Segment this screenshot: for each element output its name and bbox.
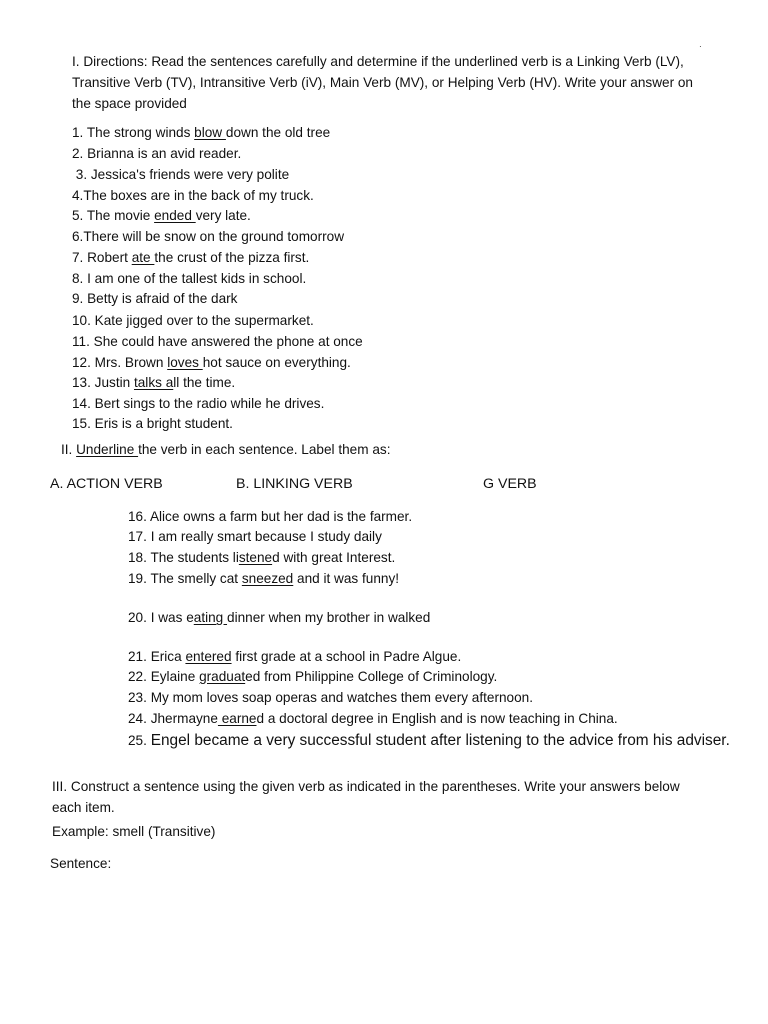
list-item: 11. She could have answered the phone at once — [72, 334, 363, 349]
list-item: 1. The strong winds blow down the old tree — [72, 125, 331, 140]
list-item: 4.The boxes are in the back of my truck. — [72, 188, 314, 203]
list-item: 17. I am really smart because I study daily — [128, 529, 382, 544]
list-item: 3. Jessica's friends were very polite — [72, 167, 290, 182]
list-item: 6.There will be snow on the ground tomorrow — [72, 229, 345, 244]
corner-mark: · — [699, 42, 702, 51]
example-line: Example: smell (Transitive) — [52, 824, 216, 839]
list-item: 8. I am one of the tallest kids in school. — [72, 271, 307, 286]
part2-intro: II. Underline the verb in each sentence. Label them as: — [61, 442, 391, 457]
list-item: 7. Robert ate the crust of the pizza first. — [72, 250, 310, 265]
list-item: 25. Engel became a very successful student after listening to the advice from his adviser. — [128, 732, 730, 749]
list-item: 21. Erica entered first grade at a school in Padre Algue. — [128, 649, 462, 664]
list-item: 15. Eris is a bright student. — [72, 416, 233, 431]
list-item: 10. Kate jigged over to the supermarket. — [72, 313, 314, 328]
list-item: 13. Justin talks all the time. — [72, 375, 236, 390]
sentence-label: Sentence: — [50, 856, 112, 871]
list-item: 24. Jhermayne earned a doctoral degree in English and is now teaching in China. — [128, 711, 618, 726]
list-item: 16. Alice owns a farm but her dad is the farmer. — [128, 509, 413, 524]
part3-directions: III. Construct a sentence using the given verb as indicated in the parentheses. Write your answers below each item. — [52, 779, 680, 815]
label-action-verb: A. ACTION VERB — [50, 476, 163, 492]
list-item: 23. My mom loves soap operas and watches them every afternoon. — [128, 690, 534, 705]
label-linking-verb: B. LINKING VERB — [236, 476, 353, 492]
list-item: 2. Brianna is an avid reader. — [72, 146, 242, 161]
part1-directions: I. Directions: Read the sentences carefully and determine if the underlined verb is a Linking Verb (LV), Transitive Verb (TV), Intransitive Verb (iV), Main Verb (MV), or Helping Verb (HV). Write your answer on the space provided — [72, 54, 693, 111]
list-item: 18. The students listened with great Interest. — [128, 550, 396, 565]
list-item: 19. The smelly cat sneezed and it was funny! — [128, 571, 400, 586]
list-item: 5. The movie ended very late. — [72, 208, 251, 223]
list-item: 14. Bert sings to the radio while he drives. — [72, 396, 325, 411]
list-item: 22. Eylaine graduated from Philippine College of Criminology. — [128, 669, 498, 684]
label-g-verb: G VERB — [483, 476, 537, 492]
list-item: 9. Betty is afraid of the dark — [72, 291, 238, 306]
list-item: 12. Mrs. Brown loves hot sauce on everything. — [72, 355, 351, 370]
list-item: 20. I was eating dinner when my brother in walked — [128, 610, 431, 625]
